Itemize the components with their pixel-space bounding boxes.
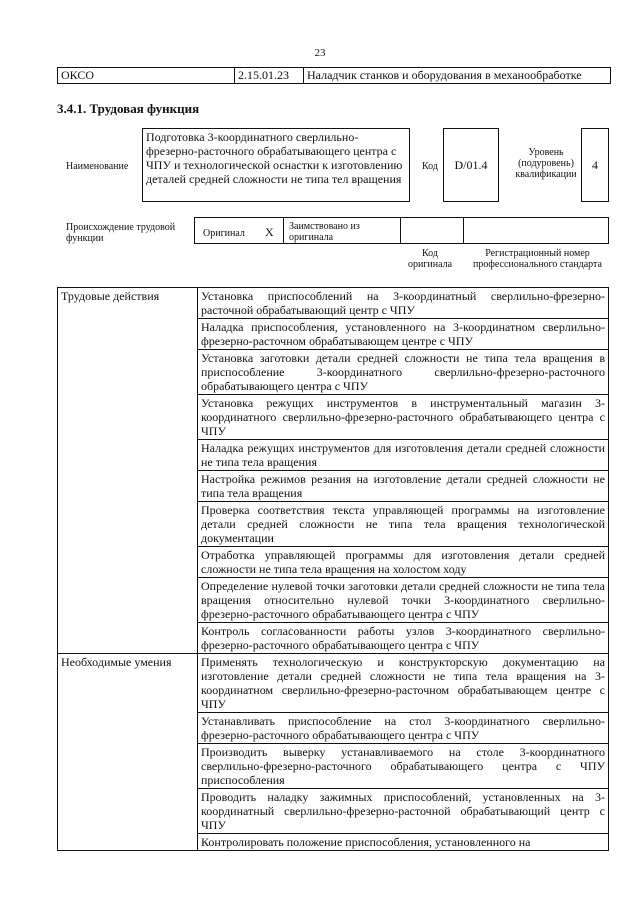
group-item: Проводить наладку зажимных приспособлений, установленных на 3-координатный сверлильно-фрезерно-расточной обрабатывающий центр с ЧПУ [198, 789, 609, 834]
group-item: Установка режущих инструментов в инструментальный магазин 3-координатного сверлильно-фрезерно-расточного обрабатывающего центра с ЧПУ [198, 395, 609, 440]
group-item: Определение нулевой точки заготовки детали средней сложности не типа тела вращения относительно нулевой точки 3-координатного сверлильно-фрезерно-расточного обрабатывающего центра с ЧПУ [198, 578, 609, 623]
origin-label: Происхождение трудовой функции [66, 222, 176, 244]
borrowed-label: Заимствовано из оригинала [289, 221, 360, 243]
group-label: Необходимые умения [58, 654, 198, 851]
original-label: Оригинал [203, 228, 245, 239]
group-item: Устанавливать приспособление на стол 3-координатного сверлильно-фрезерно-расточного обрабатывающего центра с ЧПУ [198, 713, 609, 744]
function-name: Подготовка 3-координатного сверлильно-фрезерно-расточного обрабатывающего центра с ЧПУ и технологической оснастки к изготовлению деталей средней сложности не типа тел вращения [142, 128, 410, 202]
divider [463, 218, 464, 243]
group-item: Установка заготовки детали средней сложности не типа тела вращения в приспособление 3-координатного сверлильно-фрезерно-расточного обрабатывающего центра с ЧПУ [198, 350, 609, 395]
group-item: Применять технологическую и конструкторскую документацию на изготовление детали средней сложности не типа тела вращения на 3-координатном сверлильно-фрезерно-расточном обрабатывающем центре с ЧПУ [198, 654, 609, 713]
code-label: Код [422, 161, 438, 172]
okso-row [57, 67, 611, 84]
group-item: Наладка режущих инструментов для изготовления детали средней сложности не типа тела вращения [198, 440, 609, 471]
divider [283, 218, 284, 243]
group-item: Контролировать положение приспособления, установленного на [198, 834, 609, 851]
origin-box [194, 217, 609, 244]
table-row [58, 654, 609, 713]
name-label: Наименование [66, 161, 129, 172]
section-title: 3.4.1. Трудовая функция [57, 101, 200, 116]
divider [400, 218, 401, 243]
table-row [58, 288, 609, 319]
level-label: Уровень (подуровень) квалификации [515, 147, 577, 180]
group-item: Отработка управляющей программы для изготовления детали средней сложности не типа тела вращения на холостом ходу [198, 547, 609, 578]
group-item: Проверка соответствия текста управляющей программы на изготовление детали средней сложности не типа тела вращения технологической документации [198, 502, 609, 547]
group-item: Производить выверку устанавливаемого на столе 3-координатного сверлильно-фрезерно-расточного обрабатывающего центра с ЧПУ приспособления [198, 744, 609, 789]
okso-label: ОКСО [58, 68, 235, 83]
group-item: Настройка режимов резания на изготовление детали средней сложности не типа тела вращения [198, 471, 609, 502]
okso-name: Наладчик станков и оборудования в механообработке [307, 68, 582, 82]
page-number: 23 [314, 47, 326, 59]
level-value: 4 [581, 128, 609, 202]
reg-caption: Регистрационный номер профессионального стандарта [473, 248, 602, 270]
function-code: D/01.4 [443, 128, 499, 202]
code-caption: Код оригинала [407, 248, 453, 270]
group-item: Контроль согласованности работы узлов 3-координатного сверлильно-фрезерно-расточного обрабатывающего центра с ЧПУ [198, 623, 609, 654]
okso-code: 2.15.01.23 [235, 68, 304, 83]
group-label: Трудовые действия [58, 288, 198, 654]
group-item: Установка приспособлений на 3-координатный сверлильно-фрезерно-расточной обрабатывающий центр с ЧПУ [198, 288, 609, 319]
group-item: Наладка приспособления, установленного на 3-координатном сверлильно-фрезерно-расточном обрабатывающем центре с ЧПУ [198, 319, 609, 350]
requirements-table [57, 287, 609, 851]
original-mark: X [265, 225, 274, 239]
